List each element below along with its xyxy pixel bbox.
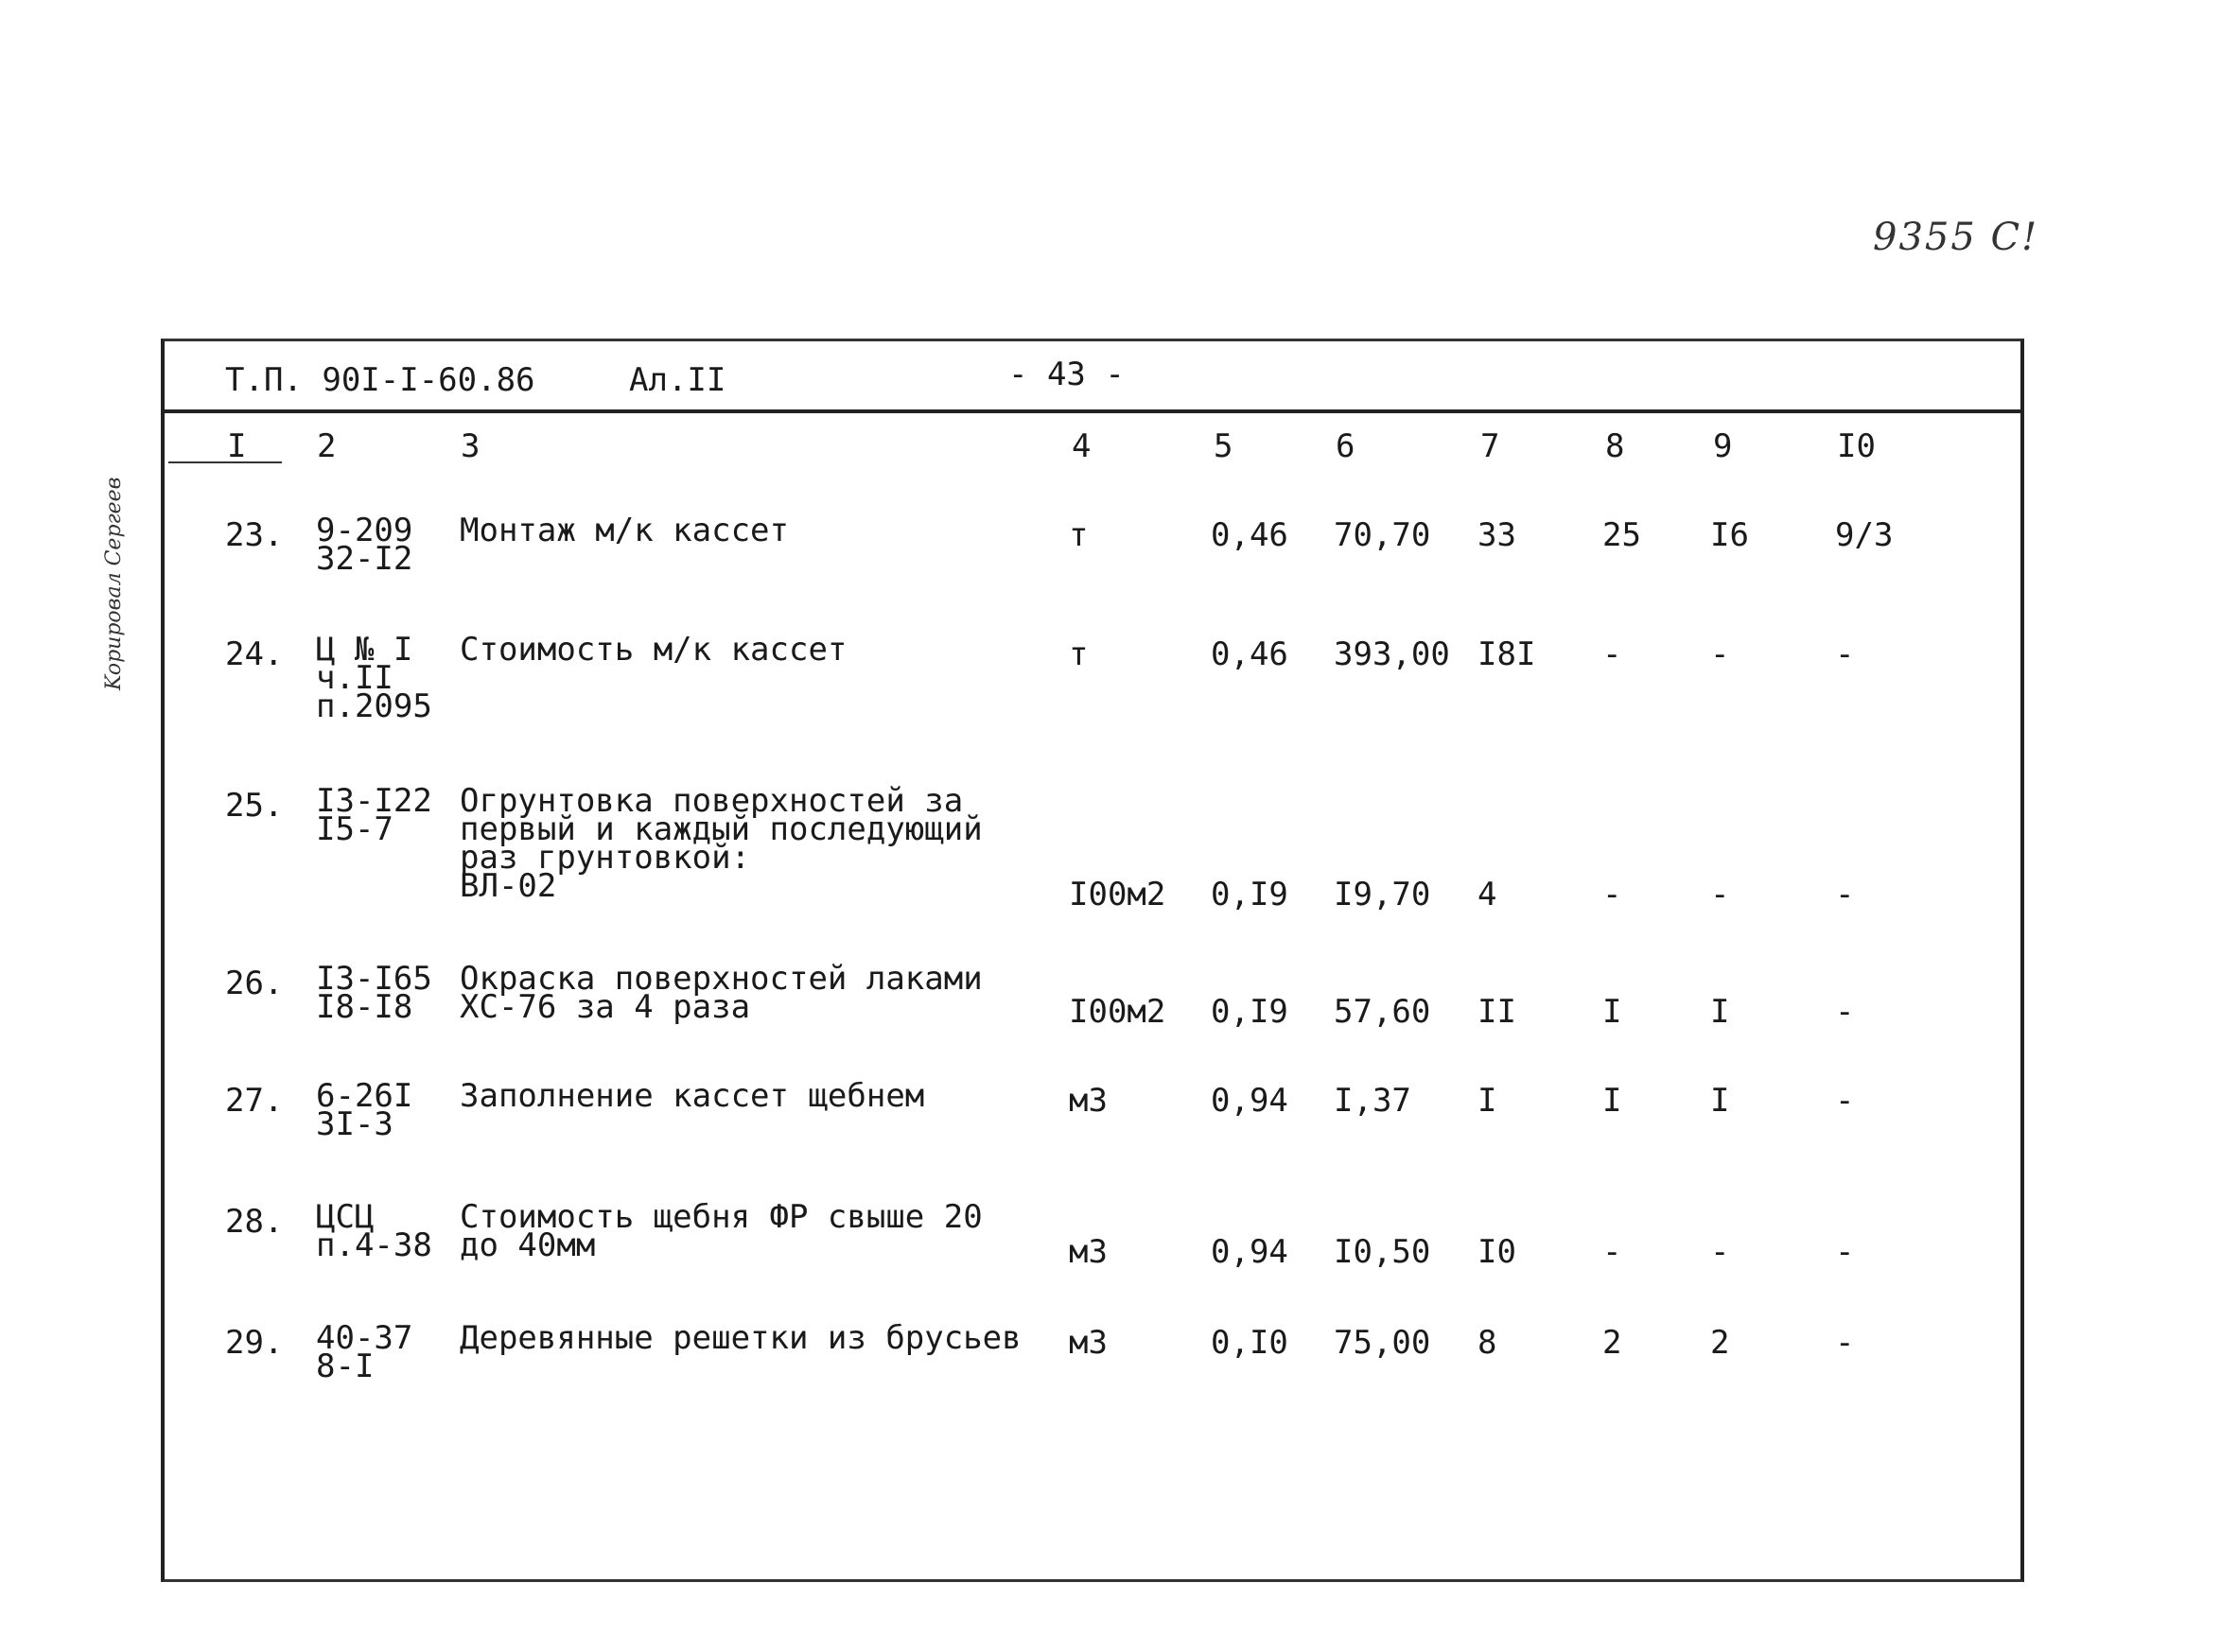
col-10: -: [1835, 993, 1855, 1031]
norm-code: I3-I65 I8-I8: [316, 960, 432, 1026]
album-label: Ал.II: [629, 361, 726, 399]
column-header: I0: [1837, 427, 1876, 465]
col-8: I: [1602, 993, 1622, 1031]
unit: м3: [1069, 1082, 1108, 1120]
col-8: -: [1602, 635, 1622, 673]
column-header: 8: [1605, 427, 1625, 465]
col-9: -: [1710, 635, 1730, 673]
corner-note: 9355 С!: [1873, 216, 2039, 259]
unit: I00м2: [1069, 876, 1166, 913]
unit: м3: [1069, 1233, 1108, 1271]
col-9: -: [1710, 876, 1730, 913]
unit: м3: [1069, 1324, 1108, 1362]
unit-price: I,37: [1334, 1082, 1411, 1120]
unit-price: 57,60: [1334, 993, 1431, 1031]
work-description: Деревянные решетки из брусьев: [460, 1319, 1022, 1357]
work-description: Монтаж м/к кассет: [460, 512, 789, 549]
col-10: -: [1835, 1082, 1855, 1120]
col-10: -: [1835, 635, 1855, 673]
norm-code: 9-209 32-I2: [316, 512, 413, 578]
work-description: Окраска поверхностей лаками ХС-76 за 4 раза: [460, 960, 983, 1026]
unit-price: I9,70: [1334, 876, 1431, 913]
col-7: I: [1477, 1082, 1497, 1120]
col-9: I: [1710, 1082, 1730, 1120]
row-number: 26.: [225, 965, 284, 1002]
col-9: -: [1710, 1233, 1730, 1271]
unit: т: [1069, 635, 1089, 673]
col-9: I: [1710, 993, 1730, 1031]
column-header: 2: [317, 427, 337, 465]
column-header: 5: [1214, 427, 1233, 465]
col-7: 8: [1477, 1324, 1497, 1362]
col-7: II: [1477, 993, 1516, 1031]
unit-price: 70,70: [1334, 516, 1431, 554]
unit-price: 393,00: [1334, 635, 1450, 673]
quantity: 0,94: [1211, 1082, 1288, 1120]
column-header: 3: [461, 427, 481, 465]
unit-price: I0,50: [1334, 1233, 1431, 1271]
quantity: 0,46: [1211, 516, 1288, 554]
row-number: 23.: [225, 516, 284, 554]
col-8: 2: [1602, 1324, 1622, 1362]
column-header: I: [227, 427, 247, 465]
column-header: 7: [1480, 427, 1500, 465]
work-description: Стоимость щебня ФР свыше 20 до 40мм: [460, 1198, 983, 1264]
col-8: I: [1602, 1082, 1622, 1120]
col-9: 2: [1710, 1324, 1730, 1362]
col-8: -: [1602, 876, 1622, 913]
norm-code: 6-26I 3I-3: [316, 1077, 413, 1143]
side-note: [102, 350, 131, 690]
norm-code: ЦСЦ п.4-38: [316, 1198, 432, 1264]
work-description: Огрунтовка поверхностей за первый и каждый последующий раз грунтовкой: ВЛ-02: [460, 782, 983, 905]
quantity: 0,I9: [1211, 876, 1288, 913]
col-10: -: [1835, 876, 1855, 913]
column-header: 9: [1713, 427, 1733, 465]
row-number: 28.: [225, 1203, 284, 1241]
norm-code: 40-37 8-I: [316, 1319, 413, 1385]
work-description: Стоимость м/к кассет: [460, 631, 848, 669]
page-number: - 43 -: [1008, 356, 1125, 393]
col-10: -: [1835, 1324, 1855, 1362]
col-8: 25: [1602, 516, 1641, 554]
work-description: Заполнение кассет щебнем: [460, 1077, 925, 1115]
quantity: 0,46: [1211, 635, 1288, 673]
row-number: 27.: [225, 1082, 284, 1120]
header-divider: [161, 409, 2024, 413]
doc-reference: Т.П. 90I-I-60.86: [225, 361, 535, 399]
col-8: -: [1602, 1233, 1622, 1271]
quantity: 0,I9: [1211, 993, 1288, 1031]
side-note-text: Kopировал Сергеев: [102, 477, 126, 690]
col-7: I0: [1477, 1233, 1516, 1271]
row-number: 25.: [225, 787, 284, 825]
row-number: 29.: [225, 1324, 284, 1362]
col-7: I8I: [1477, 635, 1536, 673]
row-number: 24.: [225, 635, 284, 673]
col-7: 33: [1477, 516, 1516, 554]
quantity: 0,94: [1211, 1233, 1288, 1271]
unit-price: 75,00: [1334, 1324, 1431, 1362]
col-7: 4: [1477, 876, 1497, 913]
column-header: 4: [1072, 427, 1092, 465]
column-header-underline: [168, 461, 282, 463]
norm-code: Ц № I ч.II п.2095: [316, 631, 432, 725]
col-10: 9/3: [1835, 516, 1894, 554]
col-9: I6: [1710, 516, 1749, 554]
unit: т: [1069, 516, 1089, 554]
norm-code: I3-I22 I5-7: [316, 782, 432, 848]
quantity: 0,I0: [1211, 1324, 1288, 1362]
col-10: -: [1835, 1233, 1855, 1271]
unit: I00м2: [1069, 993, 1166, 1031]
column-header: 6: [1336, 427, 1355, 465]
